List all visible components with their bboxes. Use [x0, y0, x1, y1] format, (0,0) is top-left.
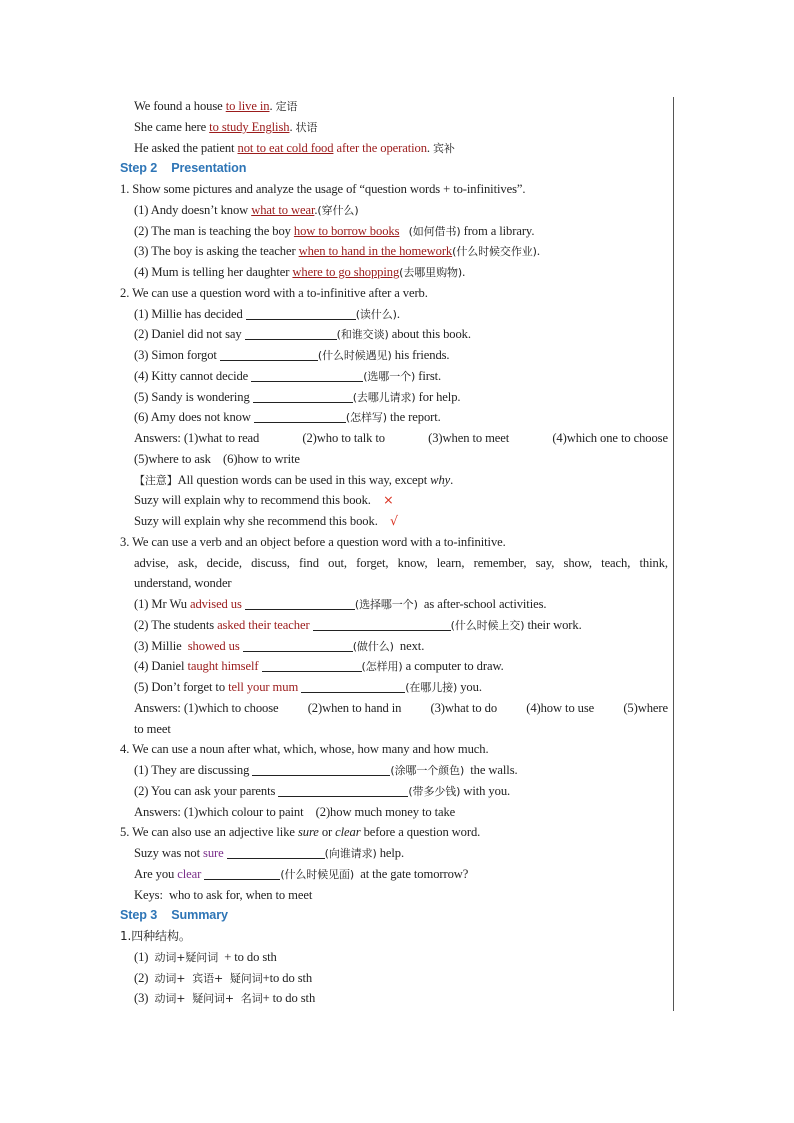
example-line-adverbial: She came here to study English. 状语 — [134, 119, 318, 134]
answer-blank[interactable] — [254, 409, 346, 423]
answer-blank[interactable] — [252, 762, 390, 776]
list-item: Suzy was not sure (向谁请求) help. — [134, 846, 405, 860]
list-item: (4) Daniel taught himself (怎样用) a computer to draw. — [134, 659, 504, 674]
answers-line: Answers: (1)which to choose (2)when to hand in (3)what to do (4)how to use (5)where — [134, 700, 668, 715]
answer-blank[interactable] — [301, 679, 405, 693]
answer-blank[interactable] — [245, 326, 337, 340]
list-item: (1) Millie has decided (读什么). — [134, 306, 400, 321]
step-3-heading: Step 3 Summary — [120, 908, 228, 923]
list-item: (5) Don’t forget to tell your mum (在哪儿接) you. — [134, 680, 482, 694]
list-item: (2) The man is teaching the boy how to borrow books (如何借书) from a library. — [134, 223, 535, 238]
note-line: 【注意】All question words can be used in this way, except why. — [134, 472, 454, 487]
list-item: (3) The boy is asking the teacher when to hand in the homework(什么时候交作业). — [134, 244, 540, 259]
table-right-border — [673, 97, 674, 1011]
answer-blank[interactable] — [204, 866, 280, 880]
section-5-heading: 5. We can also use an adjective like sure or clear before a question word. — [120, 825, 481, 840]
list-item: (6) Amy does not know (怎样写) the report. — [134, 410, 441, 425]
section-3-heading: 3. We can use a verb and an object before a question word with a to-infinitive. — [120, 534, 506, 549]
summary-heading: 1.四种结构。 — [120, 929, 191, 943]
verb-list-cont: understand, wonder — [134, 576, 232, 591]
example-line-attributive: We found a house to live in. 定语 — [134, 99, 298, 113]
wrong-example: Suzy will explain why to recommend this book. × — [134, 492, 394, 508]
cross-icon: × — [383, 492, 394, 508]
list-item: (2) Daniel did not say (和谁交谈) about this book. — [134, 327, 471, 342]
answer-blank[interactable] — [313, 617, 451, 631]
list-item: (5) Sandy is wondering (去哪儿请求) for help. — [134, 389, 461, 404]
structure-item: (3) 动词+ 疑问词+ 名词+ to do sth — [134, 991, 316, 1006]
list-item: (1) Mr Wu advised us (选择哪一个) as after-school activities. — [134, 597, 547, 611]
list-item: (4) Kitty cannot decide (选哪一个) first. — [134, 368, 442, 383]
check-icon: √ — [389, 513, 398, 528]
list-item: (1) They are discussing (涂哪一个颜色) the walls. — [134, 763, 518, 777]
example-line-complement: He asked the patient not to eat cold food after the operation. 宾补 — [134, 140, 455, 155]
step-2-heading: Step 2 Presentation — [120, 161, 247, 176]
answer-blank[interactable] — [278, 783, 408, 797]
answers-line-cont: (5)where to ask (6)how to write — [134, 451, 300, 466]
list-item: (2) The students asked their teacher (什么时候上交) their work. — [134, 617, 582, 632]
list-item: (3) Simon forgot (什么时候遇见) his friends. — [134, 348, 450, 362]
keys-line: Keys: who to ask for, when to meet — [134, 887, 313, 902]
section-1-heading: 1. Show some pictures and analyze the usage of “question words + to-infinitives”. — [120, 182, 526, 196]
list-item: (1) Andy doesn’t know what to wear.(穿什么) — [134, 202, 359, 217]
verb-list: advise, ask, decide, discuss, find out, forget, know, learn, remember, say, show, teach, think, — [134, 555, 668, 570]
answers-line: Answers: (1)what to read (2)who to talk to (3)when to meet (4)which one to choose — [134, 431, 668, 445]
answers-line: Answers: (1)which colour to paint (2)how much money to take — [134, 804, 456, 819]
answer-blank[interactable] — [245, 596, 355, 610]
answers-line-cont: to meet — [134, 721, 171, 736]
right-example: Suzy will explain why she recommend this book. √ — [134, 513, 398, 528]
list-item: (2) You can ask your parents (带多少钱) with you. — [134, 783, 511, 798]
structure-item: (1) 动词+疑问词 + to do sth — [134, 949, 277, 964]
section-2-heading: 2. We can use a question word with a to-infinitive after a verb. — [120, 285, 428, 300]
answer-blank[interactable] — [262, 658, 362, 672]
answer-blank[interactable] — [227, 845, 325, 859]
list-item: Are you clear (什么时候见面) at the gate tomorrow? — [134, 866, 469, 881]
list-item: (3) Millie showed us (做什么) next. — [134, 638, 425, 653]
answer-blank[interactable] — [246, 306, 356, 320]
section-4-heading: 4. We can use a noun after what, which, whose, how many and how much. — [120, 742, 489, 757]
answer-blank[interactable] — [251, 368, 363, 382]
answer-blank[interactable] — [243, 638, 353, 652]
answer-blank[interactable] — [220, 347, 318, 361]
worksheet-body — [120, 96, 668, 1009]
structure-item: (2) 动词+ 宾语+ 疑问词+to do sth — [134, 970, 313, 985]
answer-blank[interactable] — [253, 389, 353, 403]
list-item: (4) Mum is telling her daughter where to go shopping(去哪里购物). — [134, 265, 466, 279]
